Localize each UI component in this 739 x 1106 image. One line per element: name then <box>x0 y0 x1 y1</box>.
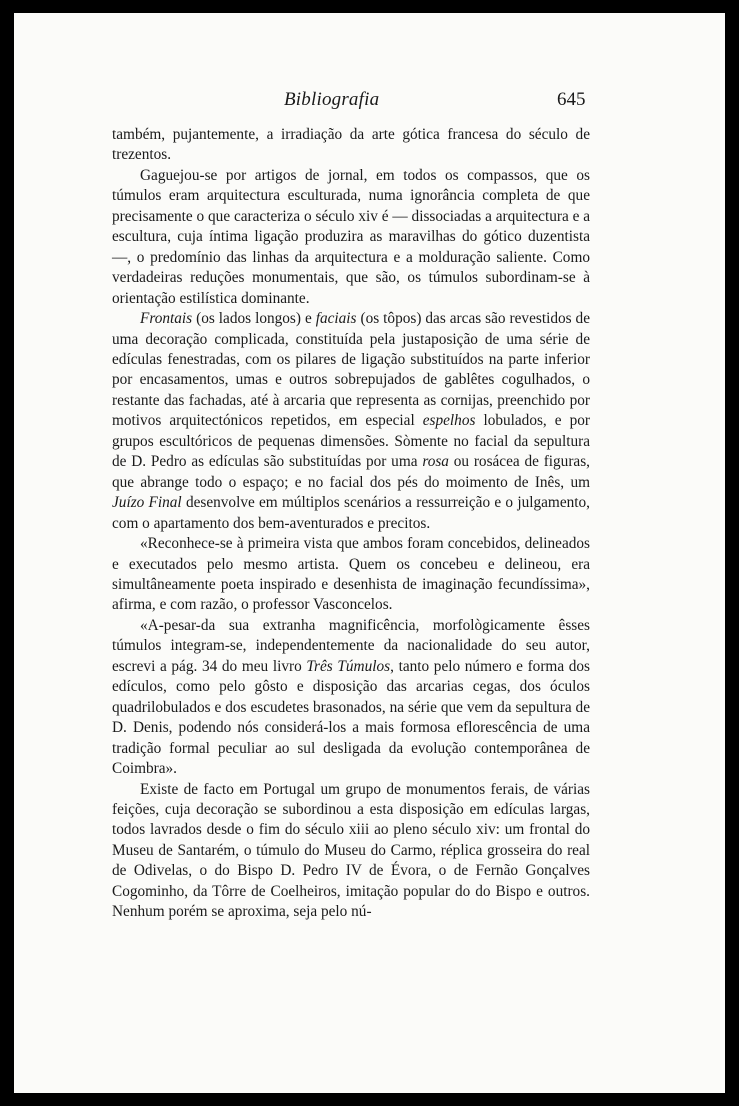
running-title: Bibliografia <box>284 89 380 110</box>
text-run: Existe de facto em Portugal um grupo de monumentos ferais, de várias feições, cuja decoração se subordinou a esta disposição em edículas largas, todos lavrados desde o fim do século xiii ao pleno século xiv: um frontal do Museu de Santarém, o túmulo do Museu do Carmo, réplica grosseira do real de Odivelas, o do Bispo D. Pedro IV de Évora, o de Fernão Gonçalves Cogominho, da Tôrre de Coelheiros, imitação popular do do Bispo e outros. Nenhum porém se aproxima, seja pelo nú- <box>112 780 590 921</box>
body-text <box>112 125 590 923</box>
paragraph <box>112 780 590 923</box>
text-run: lobulados, e por grupos escultóricos de pequenas dimensões. Sòmente no facial da sepultura de D. Pedro as edículas são substituídas por uma <box>112 412 590 471</box>
italic-text: Três Túmulos <box>306 657 391 675</box>
italic-text: espelhos <box>422 412 476 430</box>
paragraph <box>112 534 590 616</box>
italic-text: rosa <box>422 453 449 471</box>
text-run: , tanto pelo número e forma dos edículos, como pelo gôsto e disposição das arcarias cegas, dos óculos quadrilobulados e dos escudetes brasonados, na série que vem da sepultura de D. Denis, podendo nós considerá-los a mais formosa eflorescência de uma tradição formal peculiar ao sul desligada da evolução contemporânea de Coimbra». <box>112 657 591 778</box>
paragraph <box>112 125 590 166</box>
paragraph <box>112 616 590 780</box>
text-run: «Reconhece-se à primeira vista que ambos foram concebidos, delineados e executados pelo mesmo artista. Quem os concebeu e delineou, era simultâneamente poeta inspirado e desenhista de imaginação fecundíssima», afirma, e com razão, o professor Vasconcelos. <box>112 535 590 614</box>
italic-text: Juízo Final <box>112 494 182 512</box>
paragraph <box>112 166 590 309</box>
text-run: também, pujantemente, a irradiação da arte gótica francesa do século de trezentos. <box>112 126 590 164</box>
page-header <box>14 89 725 119</box>
text-run: ou rosácea de figuras, que abrange todo o espaço; e no facial dos pés do moimento de Inês, um <box>112 453 590 491</box>
text-run: desenvolve em múltiplos scenários a ressurreição e o julgamento, com o apartamento dos bem-aventurados e precitos. <box>112 494 590 532</box>
paragraph <box>112 309 590 534</box>
page-number: 645 <box>557 89 586 110</box>
book-page <box>14 13 725 1093</box>
text-run: «A-pesar-da sua extranha magnificência, morfològicamente êsses túmulos integram-se, independentemente da nacionalidade do seu autor, escrevi a pág. 34 do meu livro <box>112 616 590 675</box>
text-run: (os lados longos) e <box>192 310 316 328</box>
italic-text: faciais <box>315 310 357 328</box>
text-run: Gaguejou-se por artigos de jornal, em todos os compassos, que os túmulos eram arquitectura esculturada, numa ignorância completa de que precisamente o que caracteriza o século xiv é — dissociadas a arquitectura e a escultura, cuja íntima ligação produzira as maravilhas do gótico duzentista —, o predomínio das linhas da arquitectura e a molduração saliente. Como verdadeiras reduções monumentais, que são, os túmulos subordinam-se à orientação estilística dominante. <box>112 166 590 307</box>
italic-text: Frontais <box>140 310 193 328</box>
text-run: (os tôpos) das arcas são revestidos de uma decoração complicada, constituída pela justaposição de uma série de edículas fenestradas, com os pilares de ligação substituídos na parte inferior por encasamentos, umas e outros sobrepujados de gablêtes cogulhados, o restante das fachadas, até à arcaria que representa as cornijas, preenchido por motivos arquitectónicos repetidos, em especial <box>112 310 590 430</box>
